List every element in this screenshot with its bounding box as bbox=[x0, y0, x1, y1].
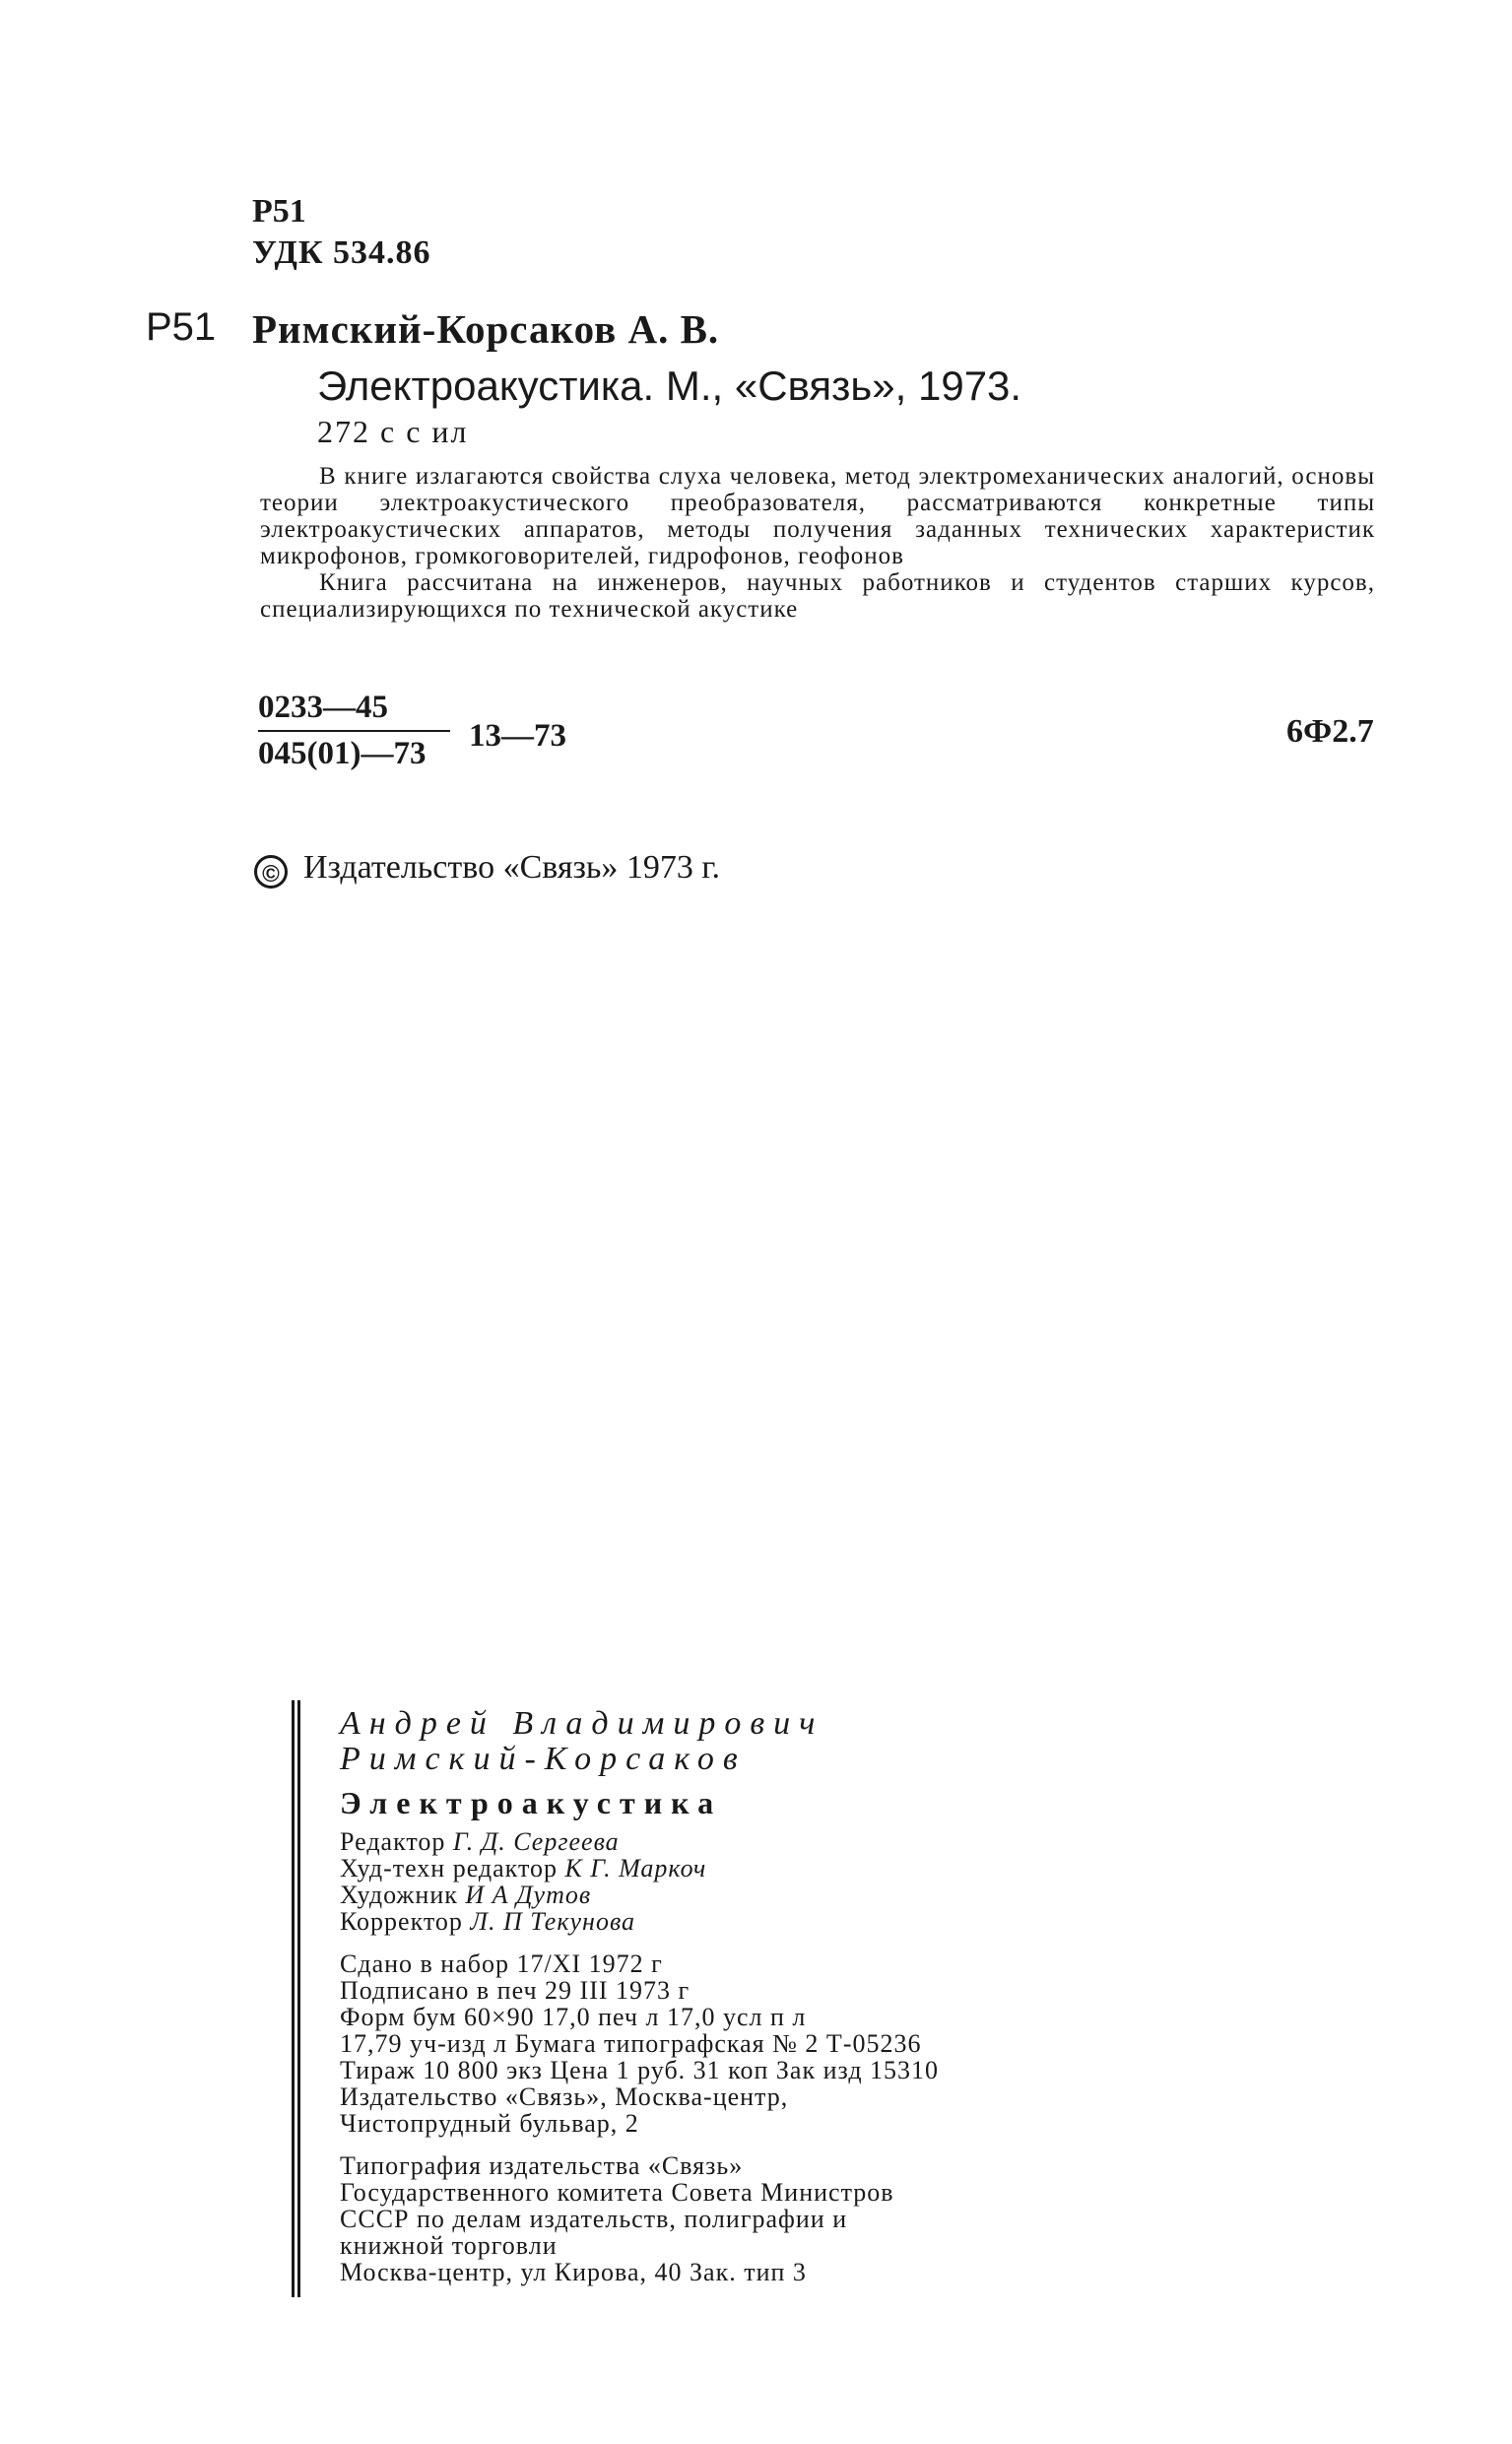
detail-line: Подписано в печ 29 III 1973 г bbox=[340, 1976, 690, 2005]
staff-name: Л. П Текунова bbox=[470, 1907, 636, 1936]
staff-line bbox=[340, 1855, 939, 1882]
staff-name: К Г. Маркоч bbox=[564, 1854, 707, 1883]
staff-role: Редактор bbox=[340, 1827, 446, 1856]
classification-fraction bbox=[258, 690, 455, 772]
imprint-block bbox=[340, 1706, 939, 2285]
imprint-rule-right bbox=[297, 1700, 300, 2297]
imprint-details bbox=[340, 1950, 939, 2137]
detail-line: Форм бум 60×90 17,0 печ л 17,0 усл п л bbox=[340, 2003, 807, 2031]
detail-line: Издательство «Связь», Москва-центр, bbox=[340, 2082, 789, 2111]
fraction-suffix: 13—73 bbox=[469, 718, 566, 754]
staff-role: Корректор bbox=[340, 1907, 463, 1936]
copyright-text: Издательство «Связь» 1973 г. bbox=[303, 849, 721, 886]
detail-line: Чистопрудный бульвар, 2 bbox=[340, 2109, 639, 2138]
imprint-first-name: Андрей Владимирович bbox=[340, 1705, 824, 1742]
entry-mark: Р51 bbox=[146, 305, 217, 349]
staff-role: Художник bbox=[340, 1881, 458, 1909]
detail-line: Тираж 10 800 экз Цена 1 руб. 31 коп Зак изд 15310 bbox=[340, 2056, 940, 2084]
staff-line bbox=[340, 1908, 939, 1935]
imprint-last-name: Римский-Корсаков bbox=[340, 1741, 747, 1777]
imprint-printer bbox=[340, 2152, 939, 2285]
copyright-icon: © bbox=[254, 855, 288, 889]
udc-code: УДК 534.86 bbox=[252, 234, 431, 271]
imprint-rule-left bbox=[292, 1700, 295, 2297]
staff-line bbox=[340, 1828, 939, 1855]
fraction-numerator: 0233—45 bbox=[258, 690, 450, 732]
imprint-title: Электроакустика bbox=[340, 1785, 723, 1820]
detail-line: 17,79 уч-изд л Бумага типографская № 2 Т-05236 bbox=[340, 2029, 922, 2058]
abstract-paragraph-2: Книга рассчитана на инженеров, научных работников и студентов старших курсов, специализирующихся по технической акустике bbox=[260, 569, 1375, 623]
staff-name: И А Дутов bbox=[465, 1881, 592, 1909]
fraction-denominator: 045(01)—73 bbox=[258, 736, 427, 771]
book-title-line: Электроакустика. М., «Связь», 1973. bbox=[317, 363, 1022, 409]
author-heading: Римский-Корсаков А. В. bbox=[252, 306, 720, 352]
staff-line bbox=[340, 1882, 939, 1908]
catalog-code: Р51 bbox=[252, 193, 306, 230]
printer-line: Москва-центр, ул Кирова, 40 Зак. тип 3 bbox=[340, 2258, 807, 2286]
printer-line: СССР по делам издательств, полиграфии и bbox=[340, 2205, 848, 2233]
detail-line: Сдано в набор 17/XI 1972 г bbox=[340, 1949, 663, 1978]
printer-line: Государственного комитета Совета Министров bbox=[340, 2178, 894, 2207]
printer-line: Типография издательства «Связь» bbox=[340, 2151, 744, 2180]
page-count: 272 с с ил bbox=[317, 414, 469, 449]
staff-role: Худ-техн редактор bbox=[340, 1854, 558, 1883]
staff-name: Г. Д. Сергеева bbox=[452, 1827, 620, 1856]
bbk-code: 6Ф2.7 bbox=[1286, 713, 1374, 750]
copyright-line bbox=[254, 849, 720, 889]
printer-line: книжной торговли bbox=[340, 2231, 558, 2260]
abstract-paragraph-1: В книге излагаются свойства слуха человека, метод электромеханических аналогий, основы теории электроакустического преобразователя, рассматриваются конкретные типы электроакустических аппаратов, методы получения заданных технических характеристик микрофонов, громкоговорителей, гидрофонов, геофонов bbox=[260, 463, 1375, 569]
imprint-staff bbox=[340, 1828, 939, 1935]
abstract bbox=[260, 463, 1375, 623]
